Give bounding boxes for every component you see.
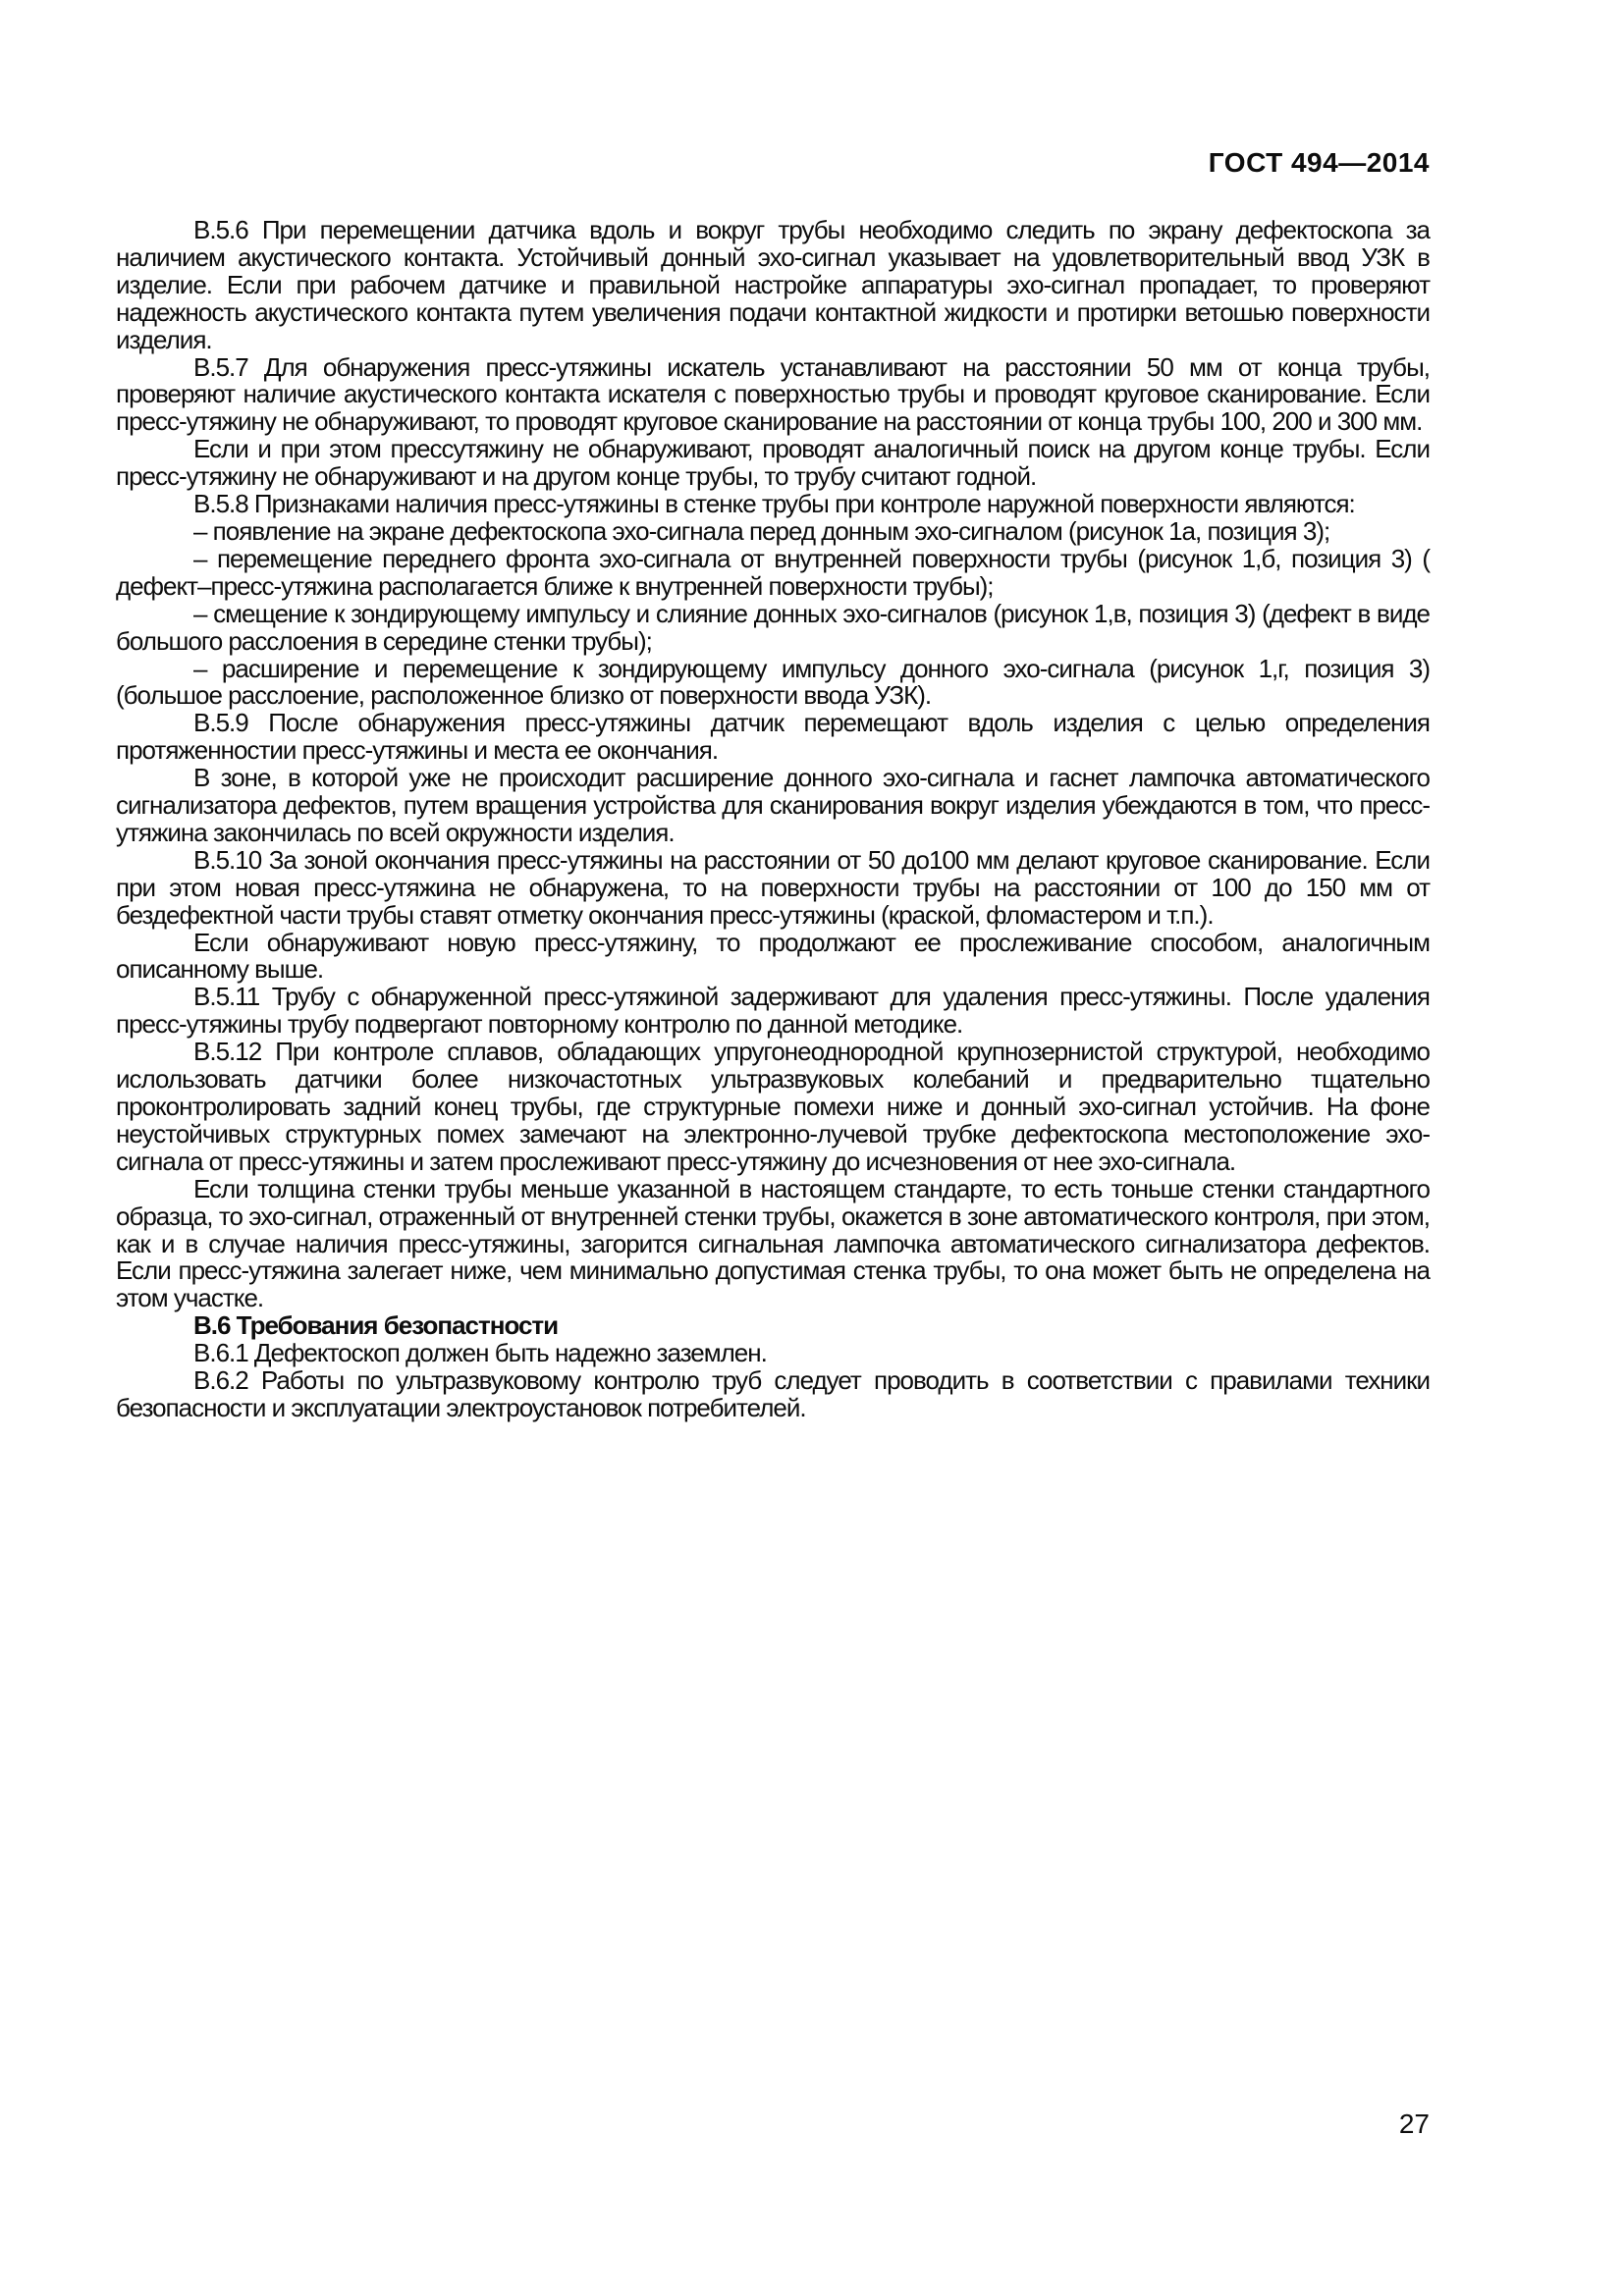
- clause-b5-9-continued: В зоне, в которой уже не происходит расширение донного эхо-сигнала и гаснет лампочка автоматического сигнализатора дефектов, путем вращения устройства для сканирования вокруг изделия убеждаются в том, что пресс-утяжина закончилась по всей окружности изделия.: [116, 763, 1430, 847]
- clause-b5-11: В.5.11 Трубу с обнаруженной пресс-утяжиной задерживают для удаления пресс-утяжины. После удаления пресс-утяжины трубу подвергают повторному контролю по данной методике.: [116, 982, 1430, 1040]
- clause-b6-2: В.6.2 Работы по ультразвуковому контролю труб следует проводить в соответствии с правилами техники безопасности и эксплуатации электроустановок потребителей.: [116, 1365, 1430, 1422]
- clause-b6-1: В.6.1 Дефектоскоп должен быть надежно заземлен.: [193, 1338, 767, 1368]
- clause-b5-8: В.5.8 Признаками наличия пресс-утяжины в стенке трубы при контроле наружной поверхности являются:: [193, 489, 1355, 519]
- clause-b5-7: В.5.7 Для обнаружения пресс-утяжины искатель устанавливают на расстоянии 50 мм от конца трубы, проверяют наличие акустического контакта искателя с поверхностью трубы и проводят круговое сканирование. Если пресс-утяжину не обнаруживают, то проводят круговое сканирование на расстоянии от конца трубы 100, 200 и 300 мм.: [116, 351, 1430, 437]
- clause-b5-8-item-2: – перемещение переднего фронта эхо-сигнала от внутренней поверхности трубы (рисунок 1,б, позиция 3) ( дефект–пресс-утяжина располагается ближе к внутренней поверхности трубы);: [116, 543, 1430, 601]
- clause-b5-10: В.5.10 За зоной окончания пресс-утяжины на расстоянии от 50 до100 мм делают круговое сканирование. Если при этом новая пресс-утяжина не обнаружена, то на поверхности трубы на расстоянии от 100 до 150 мм от бездефектной части трубы ставят отметку окончания пресс-утяжины (краской, фломастером и т.п.).: [116, 844, 1430, 930]
- standard-designation-header: ГОСТ 494—2014: [1208, 147, 1430, 178]
- clause-b5-8-item-3: – смещение к зондирующему импульсу и слияние донных эхо-сигналов (рисунок 1,в, позиция 3) (дефект в виде большого расслоения в середине стенки трубы);: [116, 598, 1430, 656]
- clause-b5-12-continued: Если толщина стенки трубы меньше указанной в настоящем стандарте, то есть тоньше стенки стандартного образца, то эхо-сигнал, отраженный от внутренней стенки трубы, окажется в зоне автоматического контроля, при этом, как и в случае наличия пресс-утяжины, загорится сигнальная лампочка автоматического сигнализатора дефектов. Если пресс-утяжина залегает ниже, чем минимально допустимая стенка трубы, то она может быть не определена на этом участке.: [116, 1173, 1430, 1313]
- clause-b5-12: В.5.12 При контроле сплавов, обладающих упругонеоднородной крупнозернистой структурой, необходимо ислользовать датчики более низкочастотных ультразвуковых колебаний и предварительно тщательно проконтролировать задний конец трубы, где структурные помехи ниже и донный эхо-сигнал устойчив. На фоне неустойчивых структурных помех замечают на электронно-лучевой трубке дефектоскопа местоположение эхо-сигнала от пресс-утяжины и затем прослеживают пресс-утяжину до исчезновения от нее эхо-сигнала.: [116, 1037, 1430, 1176]
- clause-b5-9: В.5.9 После обнаружения пресс-утяжины датчик перемещают вдоль изделия с целью определения протяженностии пресс-утяжины и места ее окончания.: [116, 708, 1430, 766]
- document-body: [116, 217, 1430, 1422]
- page-number: 27: [1398, 2109, 1430, 2139]
- section-b6-heading: В.6 Требования безопастности: [193, 1310, 559, 1341]
- clause-b5-8-item-1: – появление на экране дефектоскопа эхо-сигнала перед донным эхо-сигналом (рисунок 1а, позиция 3);: [193, 515, 1330, 546]
- clause-b5-6: В.5.6 При перемещении датчика вдоль и вокруг трубы необходимо следить по экрану дефектоскопа за наличием акустического контакта. Устойчивый донный эхо-сигнал указывает на удовлетворительный ввод УЗК в изделие. Если при рабочем датчике и правильной настройке аппаратуры эхо-сигнал пропадает, то проверяют надежность акустического контакта путем увеличения подачи контактной жидкости и протирки ветошью поверхности изделия.: [116, 215, 1430, 354]
- clause-b5-10-continued: Если обнаруживают новую пресс-утяжину, то продолжают ее прослеживание способом, аналогичным описанному выше.: [116, 927, 1430, 985]
- clause-b5-7-continued: Если и при этом прессутяжину не обнаруживают, проводят аналогичный поиск на другом конце трубы. Если пресс-утяжину не обнаруживают и на другом конце трубы, то трубу считают годной.: [116, 434, 1430, 492]
- clause-b5-8-item-4: – расширение и перемещение к зондирующему импульсу донного эхо-сигнала (рисунок 1,г, позиция 3) (большое расслоение, расположенное близко от поверхности ввода УЗК).: [116, 653, 1430, 711]
